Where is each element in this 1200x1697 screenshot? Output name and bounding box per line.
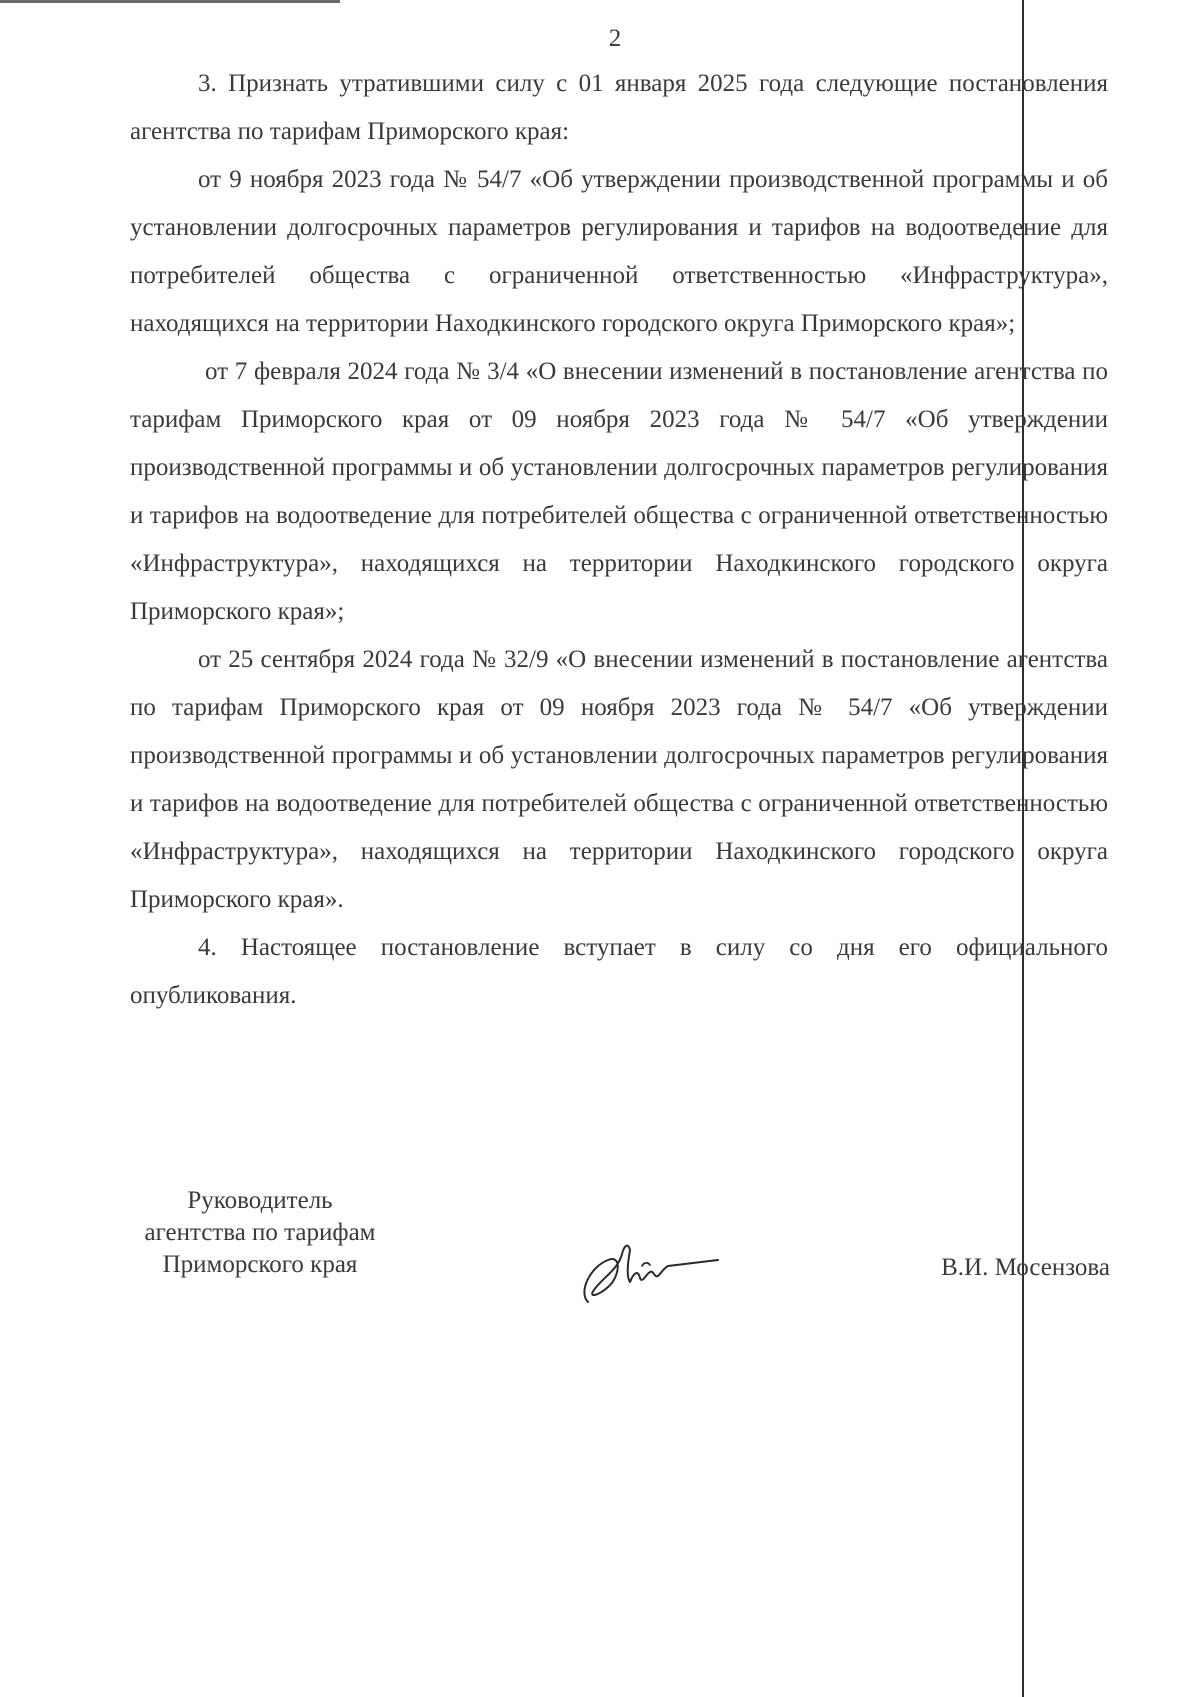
paragraph-item-3: 3. Признать утратившими силу с 01 января 2025 года следующие постановления агентства по тарифам Приморского края: — [130, 70, 1108, 145]
repealed-act-2: от 7 февраля 2024 года № 3/4 «О внесении изменений в постановление агентства по тарифам Приморского края от 09 ноября 2023 года № 54/7 «Об утверждении производственной программы и об установлении долгосрочных параметров регулирования и тарифов на водоотведение для потребителей общества с ограниченной ответственностью «Инфраструктура», находящихся на территории Находкинского городского округа Приморского края»; — [130, 358, 1108, 625]
repealed-act-1: от 9 ноября 2023 года № 54/7 «Об утверждении производственной программы и об установлении долгосрочных параметров регулирования и тарифов на водоотведение для потребителей общества с ограниченной ответственностью «Инфраструктура», находящихся на территории Находкинского городского округа Приморского края»; — [130, 166, 1108, 337]
page-number: 2 — [608, 25, 622, 52]
signatory-title-line: агентства по тарифам — [144, 1219, 376, 1246]
signatory-title-line: Приморского края — [162, 1251, 358, 1278]
scan-edge-strip — [0, 0, 340, 3]
handwritten-signature — [570, 1232, 720, 1312]
repealed-act-3: от 25 сентября 2024 года № 32/9 «О внесении изменений в постановление агентства по тарифам Приморского края от 09 ноября 2023 года № 54/7 «Об утверждении производственной программы и об установлении долгосрочных параметров регулирования и тарифов на водоотведение для потребителей общества с ограниченной ответственностью «Инфраструктура», находящихся на территории Находкинского городского округа Приморского края». — [130, 646, 1108, 913]
paragraph-item-4: 4. Настоящее постановление вступает в силу со дня его официального опубликования. — [130, 934, 1108, 1009]
signatory-name: В.И. Мосензова — [941, 1254, 1110, 1281]
document-body — [130, 60, 1108, 1020]
signatory-title — [130, 1185, 390, 1281]
signatory-title-line: Руководитель — [187, 1187, 333, 1214]
